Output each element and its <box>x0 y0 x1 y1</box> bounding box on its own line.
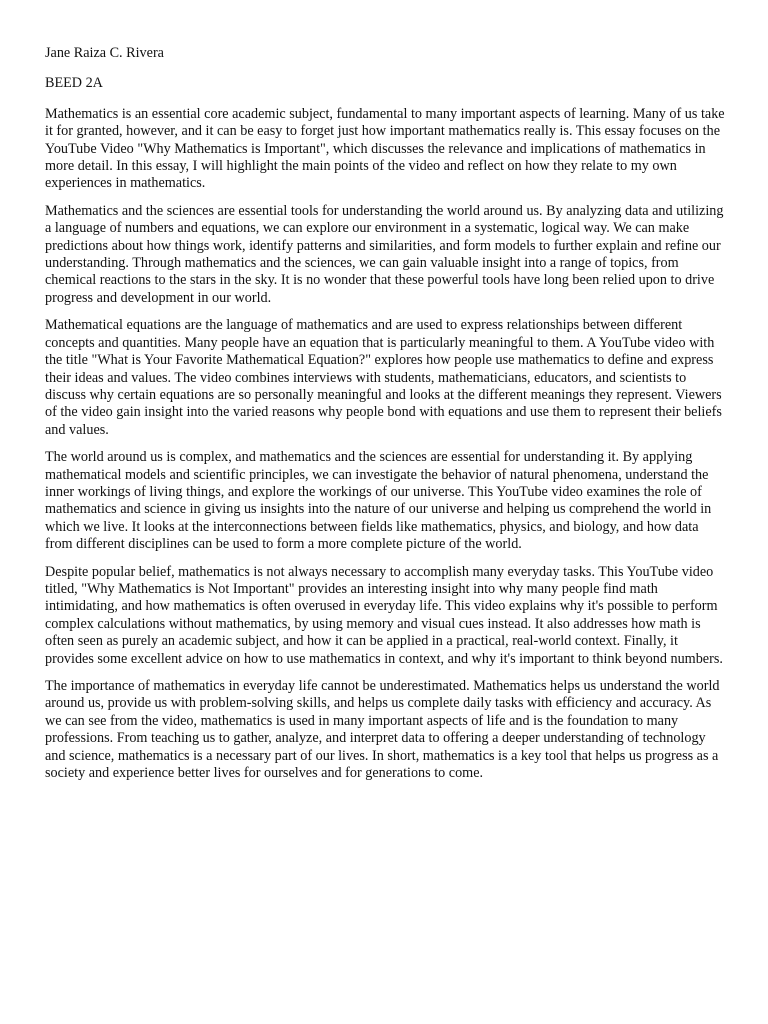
paragraph-5: Despite popular belief, mathematics is not always necessary to accomplish many everyday tasks. This YouTube video titled, "Why Mathematics is Not Important" provides an interesting insight into why many people find math intimidating, and how mathematics is often overused in everyday life. This video explains why it's possible to perform complex calculations without mathematics, by using memory and visual cues instead. It also addresses how math is often seen as purely an academic subject, and how it can be applied in a practical, real-world context. Finally, it provides some excellent advice on how to use mathematics in context, and why it's important to think beyond numbers. <box>45 563 723 667</box>
document-page <box>45 45 725 792</box>
paragraph-4: The world around us is complex, and mathematics and the sciences are essential for understanding it. By applying mathematical models and scientific principles, we can investigate the behavior of natural phenomena, understand the inner workings of living things, and explore the workings of our universe. This YouTube video examines the role of mathematics and science in giving us insights into the nature of our universe and helping us comprehend the world in which we live. It looks at the interconnections between fields like mathematics, physics, and biology, and how data from different disciplines can be used to form a more complete picture of the world. <box>45 449 712 553</box>
paragraph-3: Mathematical equations are the language of mathematics and are used to express relationships between different concepts and quantities. Many people have an equation that is particularly meaningful to them. A YouTube video with the title "What is Your Favorite Mathematical Equation?" explores how people use mathematics to define and express their ideas and values. The video combines interviews with students, mathematicians, educators, and scientists to discuss why certain equations are so personally meaningful and looks at the different meanings they represent. Viewers of the video gain insight into the varied reasons why people bond with equations and use them to represent their beliefs and values. <box>45 317 722 438</box>
author-name: Jane Raiza C. Rivera <box>45 45 164 61</box>
section-label: BEED 2A <box>45 75 103 92</box>
paragraph-6: The importance of mathematics in everyday life cannot be underestimated. Mathematics helps us understand the world around us, provide us with problem-solving skills, and helps us complete daily tasks with efficiency and accuracy. As we can see from the video, mathematics is used in many important aspects of life and is the foundation to many professions. From teaching us to gather, analyze, and interpret data to offering a deeper understanding of technology and science, mathematics is a necessary part of our lives. In short, mathematics is a key tool that helps us progress as a society and experience better lives for ourselves and for generations to come. <box>45 678 720 782</box>
paragraph-1: Mathematics is an essential core academic subject, fundamental to many important aspects of learning. Many of us take it for granted, however, and it can be easy to forget just how important mathematics really is. This essay focuses on the YouTube Video "Why Mathematics is Important", which discusses the relevance and implications of mathematics in more detail. In this essay, I will highlight the main points of the video and reflect on how they relate to my own experiences in mathematics. <box>45 105 725 192</box>
paragraph-2: Mathematics and the sciences are essential tools for understanding the world around us. By analyzing data and utilizing a language of numbers and equations, we can explore our environment in a systematic, logical way. We can make predictions about how things work, identify patterns and similarities, and form models to further explain and refine our understanding. Through mathematics and the sciences, we can gain valuable insight into a range of topics, from chemical reactions to the stars in the sky. It is no wonder that these powerful tools have long been relied upon to drive progress and development in our world. <box>45 202 724 306</box>
